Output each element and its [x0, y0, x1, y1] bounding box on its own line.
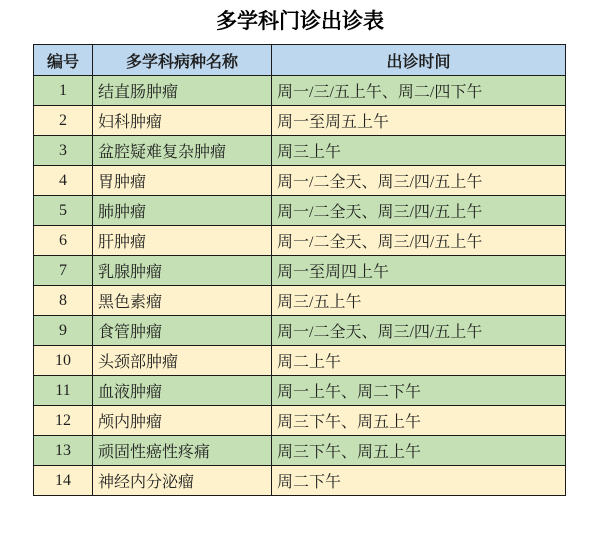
cell-disease-name: 盆腔疑难复杂肿瘤 [93, 136, 272, 166]
table-row [34, 376, 566, 406]
cell-clinic-time: 周三/五上午 [272, 286, 566, 316]
cell-disease-name: 血液肿瘤 [93, 376, 272, 406]
cell-disease-name: 胃肿瘤 [93, 166, 272, 196]
table-row [34, 256, 566, 286]
cell-disease-name: 肺肿瘤 [93, 196, 272, 226]
cell-disease-name: 颅内肿瘤 [93, 406, 272, 436]
table-row [34, 166, 566, 196]
table-row [34, 226, 566, 256]
cell-clinic-time: 周一/三/五上午、周二/四下午 [272, 76, 566, 106]
column-header-number: 编号 [34, 45, 93, 76]
cell-number: 12 [34, 406, 93, 436]
cell-number: 9 [34, 316, 93, 346]
cell-clinic-time: 周三上午 [272, 136, 566, 166]
cell-disease-name: 黑色素瘤 [93, 286, 272, 316]
cell-number: 6 [34, 226, 93, 256]
cell-disease-name: 头颈部肿瘤 [93, 346, 272, 376]
cell-number: 3 [34, 136, 93, 166]
cell-number: 4 [34, 166, 93, 196]
table-row [34, 196, 566, 226]
cell-clinic-time: 周一至周四上午 [272, 256, 566, 286]
cell-number: 8 [34, 286, 93, 316]
cell-number: 10 [34, 346, 93, 376]
cell-clinic-time: 周二下午 [272, 466, 566, 496]
cell-number: 2 [34, 106, 93, 136]
page-title: 多学科门诊出诊表 [216, 10, 384, 33]
table-row [34, 286, 566, 316]
cell-number: 13 [34, 436, 93, 466]
cell-clinic-time: 周三下午、周五上午 [272, 436, 566, 466]
cell-number: 7 [34, 256, 93, 286]
cell-clinic-time: 周三下午、周五上午 [272, 406, 566, 436]
cell-clinic-time: 周二上午 [272, 346, 566, 376]
cell-clinic-time: 周一/二全天、周三/四/五上午 [272, 166, 566, 196]
cell-clinic-time: 周一/二全天、周三/四/五上午 [272, 226, 566, 256]
table-row [34, 76, 566, 106]
cell-number: 14 [34, 466, 93, 496]
table-row [34, 436, 566, 466]
cell-disease-name: 顽固性癌性疼痛 [93, 436, 272, 466]
cell-clinic-time: 周一上午、周二下午 [272, 376, 566, 406]
cell-clinic-time: 周一/二全天、周三/四/五上午 [272, 196, 566, 226]
table-row [34, 346, 566, 376]
table-row [34, 316, 566, 346]
table-row [34, 406, 566, 436]
cell-disease-name: 肝肿瘤 [93, 226, 272, 256]
schedule-table [33, 44, 566, 496]
cell-disease-name: 乳腺肿瘤 [93, 256, 272, 286]
cell-number: 1 [34, 76, 93, 106]
column-header-clinic-time: 出诊时间 [272, 45, 566, 76]
cell-disease-name: 结直肠肿瘤 [93, 76, 272, 106]
table-row [34, 136, 566, 166]
column-header-disease-name: 多学科病种名称 [93, 45, 272, 76]
cell-disease-name: 神经内分泌瘤 [93, 466, 272, 496]
cell-disease-name: 妇科肿瘤 [93, 106, 272, 136]
schedule-table-body [34, 76, 566, 496]
cell-number: 11 [34, 376, 93, 406]
cell-clinic-time: 周一/二全天、周三/四/五上午 [272, 316, 566, 346]
table-row [34, 466, 566, 496]
table-header-row [34, 45, 566, 76]
cell-clinic-time: 周一至周五上午 [272, 106, 566, 136]
cell-disease-name: 食管肿瘤 [93, 316, 272, 346]
table-row [34, 106, 566, 136]
cell-number: 5 [34, 196, 93, 226]
